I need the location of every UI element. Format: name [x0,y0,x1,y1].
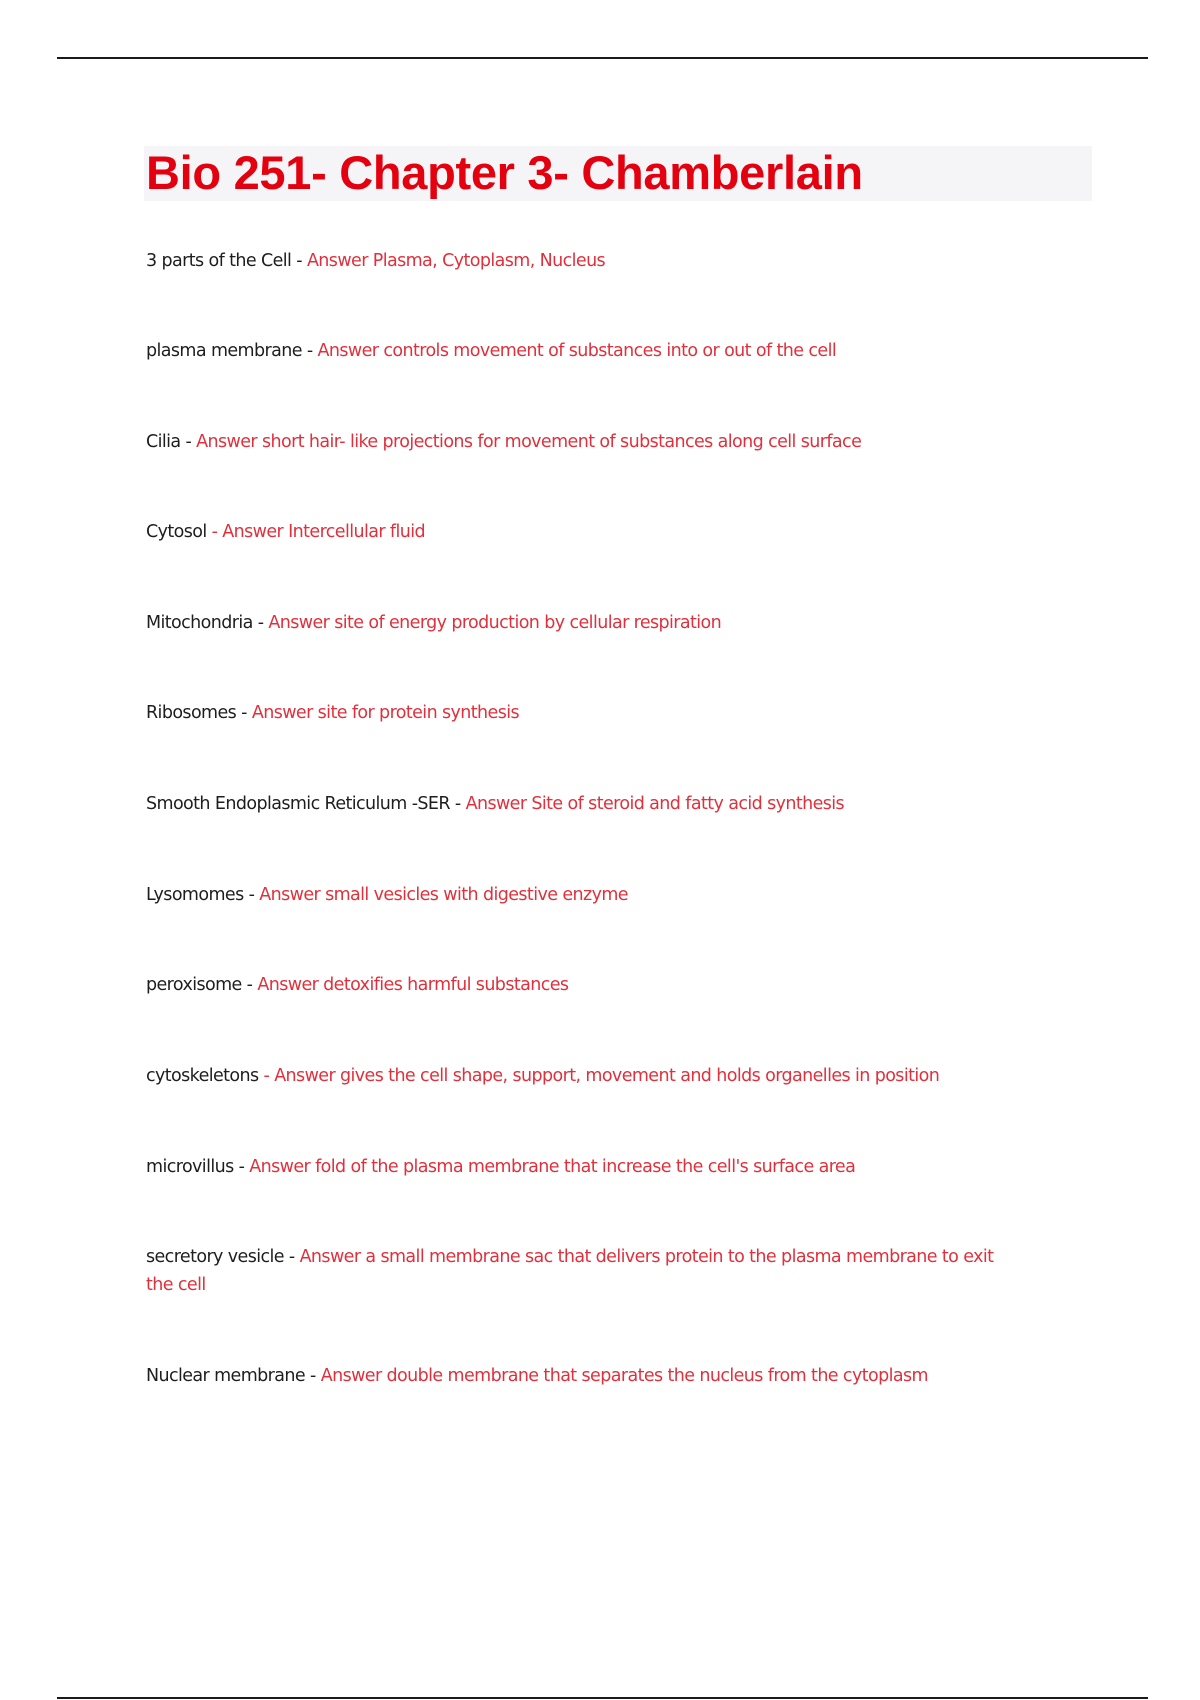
term: cytoskeletons [146,1066,259,1086]
answer: Answer site of energy production by cellular respiration [268,613,722,633]
qa-item [146,428,861,456]
separator: - [283,1247,300,1267]
qa-item [146,1243,993,1299]
qa-item [146,609,721,637]
qa-item [146,518,425,546]
separator: - [243,885,260,905]
qa-item [146,1362,928,1390]
term: Smooth Endoplasmic Reticulum -SER [146,794,450,814]
term: microvillus [146,1157,234,1177]
separator: - [449,794,466,814]
separator: - [236,703,252,723]
separator: - [258,1066,275,1086]
answer: Answer double membrane that separates the nucleus from the cytoplasm [320,1366,928,1386]
answer: Answer fold of the plasma membrane that increase the cell's surface area [249,1157,856,1177]
answer: Answer a small membrane sac that delivers protein to the plasma membrane to exit [299,1247,994,1267]
answer: Answer gives the cell shape, support, movement and holds organelles in position [274,1066,940,1086]
qa-item [146,971,568,999]
answer: Answer small vesicles with digestive enzyme [259,885,628,905]
answer-continued: the cell [146,1275,206,1295]
term: Mitochondria [146,613,253,633]
term: plasma membrane [146,341,302,361]
qa-item [146,1062,939,1090]
separator: - [252,613,269,633]
term: Lysomomes [146,885,244,905]
qa-item [146,247,605,275]
answer: Answer site for protein synthesis [251,703,520,723]
separator: - [301,341,318,361]
separator: - [305,1366,321,1386]
term: Ribosomes [146,703,237,723]
term: secretory vesicle [146,1247,284,1267]
qa-item [146,1153,855,1181]
answer: Answer Site of steroid and fatty acid synthesis [465,794,845,814]
document-title: Bio 251- Chapter 3- Chamberlain [146,146,863,199]
qa-item [146,699,519,727]
top-divider [57,57,1148,59]
answer: Answer Intercellular fluid [222,522,426,542]
separator: - [233,1157,250,1177]
separator: - [180,432,197,452]
separator: - [291,251,307,271]
qa-item [146,790,844,818]
term: peroxisome [146,975,242,995]
term: Cytosol [146,522,207,542]
answer: Answer short hair- like projections for movement of substances along cell surface [196,432,862,452]
term: 3 parts of the Cell [146,251,292,271]
separator: - [206,522,223,542]
answer: Answer Plasma, Cytoplasm, Nucleus [306,251,606,271]
answer: Answer detoxifies harmful substances [257,975,569,995]
qa-item [146,337,836,365]
term: Cilia [146,432,181,452]
answer: Answer controls movement of substances into or out of the cell [317,341,837,361]
qa-item [146,881,628,909]
separator: - [241,975,258,995]
term: Nuclear membrane [146,1366,306,1386]
bottom-divider [57,1697,1148,1699]
